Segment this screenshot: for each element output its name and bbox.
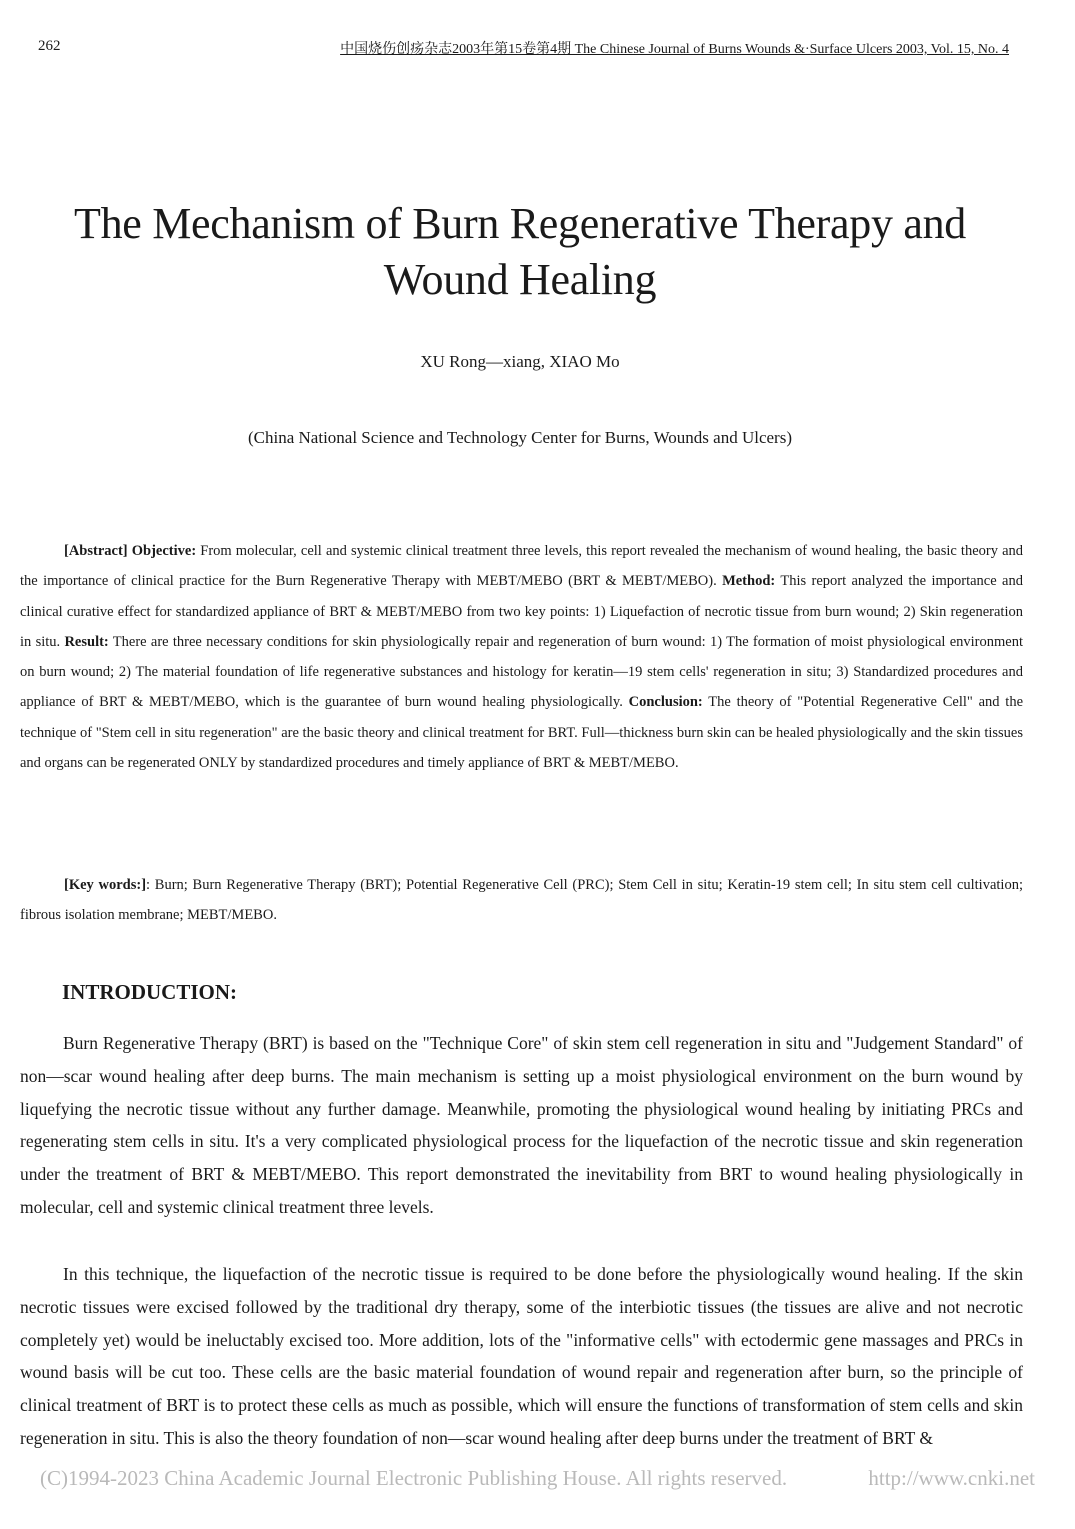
objective-label: Objective: xyxy=(131,543,197,559)
copyright-text: (C)1994-2023 China Academic Journal Electronic Publishing House. All rights reserved. xyxy=(40,1466,788,1490)
abstract xyxy=(20,536,1023,778)
affiliation: (China National Science and Technology Center for Burns, Wounds and Ulcers) xyxy=(248,428,792,447)
keywords-label: [Key words:] xyxy=(64,877,147,893)
result-label: Result: xyxy=(64,633,109,650)
method-label: Method: xyxy=(722,573,776,590)
result-text: There are three necessary conditions for skin physiologically repair and regeneration of burn wound: 1) The formation of moist physiological environment on burn wound; 2) The material foundation of life regenerative substances and histology for keratin—19 stem cells' regeneration in situ; 3) Standardized procedures and appliance of BRT & MEBT/MEBO, which is the guarantee of burn wound healing physiologically. xyxy=(20,633,1023,711)
keywords-text: : Burn; Burn Regenerative Therapy (BRT); Potential Regenerative Cell (PRC); Stem Cell in situ; Keratin-19 stem cell; In situ stem cell cultivation; fibrous isolation membrane; MEBT/MEBO. xyxy=(20,877,1023,924)
objective-text: From molecular, cell and systemic clinical treatment three levels, this report revealed the mechanism of wound healing, the basic theory and the importance of clinical practice for the Burn Regenerative Therapy with MEBT/MEBO (BRT & MEBT/MEBO). xyxy=(20,543,1024,590)
method-text: This report analyzed the importance and clinical curative effect for standardized appliance of BRT & MEBT/MEBO from two key points: 1) Liquefaction of necrotic tissue from burn wound; 2) Skin regeneration in situ. xyxy=(20,573,1023,650)
introduction-heading: INTRODUCTION: xyxy=(62,980,238,1004)
conclusion-label: Conclusion: xyxy=(628,694,703,711)
paper-title: The Mechanism of Burn Regenerative Therapy and Wound Healing xyxy=(74,199,966,304)
conclusion-text: The theory of "Potential Regenerative Cell" and the technique of "Stem cell in situ regeneration" are the basic theory and clinical treatment for BRT. Full—thickness burn skin can be healed physiologically and the skin tissues and organs can be regenerated ONLY by standardized procedures and timely appliance of BRT & MEBT/MEBO. xyxy=(20,694,1023,772)
intro-paragraph-2: In this technique, the liquefaction of the necrotic tissue is required to be done before the physiologically wound healing. If the skin necrotic tissues were excised followed by the traditional dry therapy, some of the interbiotic tissues (the tissues are alive and not necrotic completely yet) would be ineluctably excised too. More addition, lots of the "informative cells" with ectodermic gene massages and PRCs in wound basis will be cut too. These cells are the basic material foundation of wound repair and regeneration after burn, so the principle of clinical treatment of BRT is to protect these cells as much as possible, which will ensure the functions of transformation of stem cells and skin regeneration in situ. This is also the theory foundation of non—scar wound healing after deep burns under the treatment of BRT & xyxy=(20,1264,1023,1448)
copyright-watermark xyxy=(40,1466,1035,1491)
authors: XU Rong—xiang, XIAO Mo xyxy=(420,352,620,371)
abstract-label: [Abstract] xyxy=(64,543,128,559)
page-number: 262 xyxy=(38,38,61,54)
running-header: 中国烧伤创疡杂志2003年第15卷第4期 The Chinese Journal of Burns Wounds &·Surface Ulcers 2003, Vol. 15, No. 4 xyxy=(340,42,1009,57)
keywords xyxy=(20,870,1023,931)
cnki-url: http://www.cnki.net xyxy=(868,1466,1035,1490)
intro-paragraph-1: Burn Regenerative Therapy (BRT) is based on the "Technique Core" of skin stem cell regeneration in situ and "Judgement Standard" of non—scar wound healing after deep burns. The main mechanism is setting up a moist physiological environment on the burn wound by liquefying the necrotic tissue without any further damage. Meanwhile, promoting the physiological wound healing by initiating PRCs and regenerating stem cells in situ. It's a very complicated physiological process for the liquefaction of the necrotic tissue and skin regeneration under the treatment of BRT & MEBT/MEBO. This report demonstrated the inevitability from BRT to wound healing physiologically in molecular, cell and systemic clinical treatment three levels. xyxy=(20,1033,1023,1217)
